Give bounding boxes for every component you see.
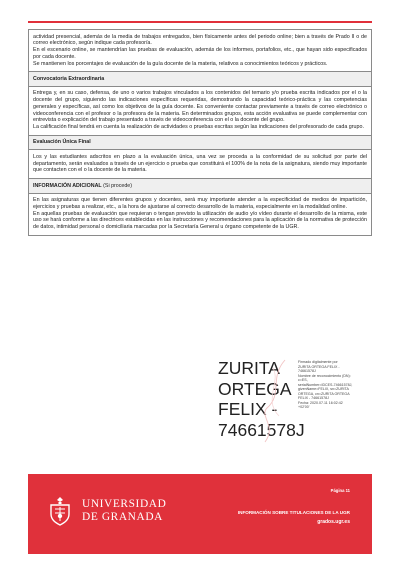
university-name-line: DE GRANADA	[82, 511, 163, 523]
section-paragraph: En las asignaturas que tienen diferentes grupos y docentes, será muy importante atender a la especificidad de medios de impartición, ejercicios y pruebas a realizar, etc., a la hora de ajustarse al correcto desarrollo de la materia, especialmente en la modalidad online.	[33, 197, 367, 210]
signature-detail-line: 74661578J	[298, 369, 316, 374]
document-content	[28, 29, 372, 236]
signature-stroke-icon	[255, 356, 295, 446]
signature-detail-line: givenName=FELIX, sn=ZURITA	[298, 387, 349, 392]
section-box	[28, 29, 372, 72]
section-paragraph: Se mantienen los porcentajes de evaluación de la guía docente de la materia, relativos a conocimientos teóricos y prácticos.	[33, 60, 328, 67]
signature-detail-line: +02'00'	[298, 405, 310, 410]
section-box	[28, 72, 372, 136]
section-paragraph: Entrega y, en su caso, defensa, de uno o varios trabajos vinculados a los contenidos del temario y/o prueba escrita indicados por el o la docente del grupo, siguiendo las indicaciones específicas requeridas, demostrando la capacidad teórico-práctica y las competencias generales y específicas, así como los objetivos de la guía docente. Es conveniente contactar previamente a través de correo electrónico o videoconferencia con el profesor o la profesora de la materia. En determinados grupos, esta acción evaluativa se puede complementar con entrevista o explicación del trabajo presentado a través de videoconferencia con el o la docente del grupo.	[33, 90, 367, 124]
signer-name-line: FELIX -	[218, 399, 278, 420]
page-footer	[28, 474, 372, 554]
signature-detail-line: ZURITA ORTEGA FELIX -	[298, 364, 340, 369]
university-name-line: UNIVERSIDAD	[82, 498, 167, 510]
footer-info-title: INFORMACIÓN SOBRE TITULACIONES DE LA UGR	[237, 510, 350, 515]
signature-detail-line: FELIX - 74661578J	[298, 396, 329, 401]
section-paragraph: En aquellas pruebas de evaluación que requieran o tengan previsto la utilización de audio y/o vídeo durante el desarrollo de la misma, este uso se hará conforme a las directrices establecidas en las instrucciones y recomendaciones para la aplicación de la normativa de protección de datos, intimidad personal o domiciliaria marcadas por la Secretaría General u órgano competente de la UGR.	[33, 210, 367, 230]
section-paragraph: Los y las estudiantes adscritos en plazo a la evaluación única, una vez se proceda a la conformidad de su solicitud por parte del departamento, serán evaluados a través de un ejercicio o prueba que constituirá el 100% de la nota de la asignatura, siendo muy importante que contacten con el o la docente de la materia.	[33, 153, 367, 174]
section-paragraph: actividad presencial, además de la media de trabajos entregados, bien físicamente antes del periodo online; bien a través de Prado II o de correo electrónico, según indique cada profesor/a.	[33, 33, 367, 47]
signature-detail-line: c=ES,	[298, 378, 308, 383]
section-body	[29, 194, 371, 235]
signer-name-line: 74661578J	[218, 419, 305, 440]
section-title-text: INFORMACIÓN ADICIONAL	[33, 182, 102, 189]
section-box	[28, 179, 372, 236]
section-body	[29, 150, 371, 178]
section-title	[29, 136, 371, 151]
signature-detail-line: Nombre de reconocimiento (DN):	[298, 373, 351, 378]
signature-detail-line: serialNumber=IDCES-74661578J,	[298, 382, 353, 387]
section-paragraph: La calificación final tendrá en cuenta la realización de actividades o pruebas escritas según las indicaciones del profesorado de cada grupo.	[33, 124, 364, 130]
section-title	[29, 72, 371, 87]
signature-detail-line: Fecha: 2020.07.11 16:02:42	[298, 400, 343, 405]
section-body	[29, 87, 371, 135]
university-name	[82, 498, 166, 524]
university-crest-icon	[48, 496, 72, 526]
section-title-note: (Si procede)	[101, 182, 132, 189]
section-box	[28, 136, 372, 179]
section-paragraph: En el escenario online, se mantendrían las pruebas de evaluación, además de los informes, portafolios, etc., que hayan sido especificados por cada docente.	[33, 47, 367, 60]
section-title	[29, 179, 371, 194]
section-body	[29, 30, 371, 71]
signer-name-line: ORTEGA	[218, 378, 292, 399]
section-title-text: Evaluación Única Final	[33, 139, 91, 146]
header-rule	[28, 21, 372, 23]
signer-name-line: ZURITA	[218, 358, 280, 378]
signature-detail-line: ORTEGA, cn=ZURITA ORTEGA	[298, 391, 350, 396]
signature-details	[298, 360, 378, 410]
page-number: Página 11	[330, 488, 350, 493]
footer-url-link[interactable]: grados.ugr.es	[317, 519, 350, 525]
section-title-text: Convocatoria Extraordinaria	[33, 75, 105, 82]
signature-detail-line: Firmado digitalmente por	[298, 360, 338, 364]
